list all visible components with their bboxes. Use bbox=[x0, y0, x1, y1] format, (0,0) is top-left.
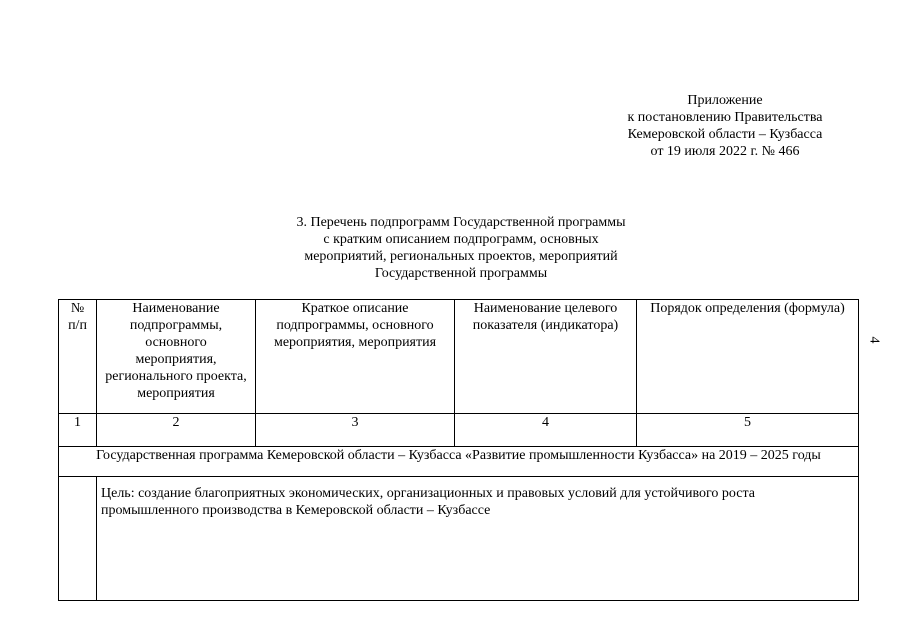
section-title-line: мероприятий, региональных проектов, мероприятий bbox=[304, 249, 618, 264]
subprograms-table bbox=[58, 299, 859, 601]
section-title-line: Государственной программы bbox=[374, 266, 548, 281]
header-line: мероприятия bbox=[137, 386, 215, 401]
header-line: Наименование bbox=[132, 301, 220, 316]
section-title bbox=[246, 214, 676, 282]
header-formula bbox=[637, 300, 859, 414]
header-line: № bbox=[70, 301, 85, 316]
appendix-line: к постановлению Правительства bbox=[627, 110, 823, 125]
goal-number-cell bbox=[59, 477, 97, 601]
header-line: основного bbox=[145, 335, 207, 350]
section-title-line: 3. Перечень подпрограмм Государственной программы bbox=[296, 215, 626, 230]
column-number: 2 bbox=[97, 414, 256, 447]
header-line: Порядок определения (формула) bbox=[650, 301, 845, 316]
column-number-row bbox=[59, 414, 859, 447]
program-row bbox=[59, 447, 859, 477]
header-line: мероприятия, bbox=[135, 352, 217, 367]
header-indicator bbox=[455, 300, 637, 414]
header-line: п/п bbox=[68, 318, 87, 333]
header-line: показателя (индикатора) bbox=[472, 318, 619, 333]
goal-line: Цель: создание благоприятных экономических, организационных и правовых условий для устойчивого роста bbox=[101, 486, 755, 501]
column-number: 4 bbox=[455, 414, 637, 447]
header-line: регионального проекта, bbox=[105, 369, 247, 384]
program-title: Государственная программа Кемеровской области – Кузбасса «Развитие промышленности Кузбасса» на 2019 – 2025 годы bbox=[59, 447, 859, 477]
header-description bbox=[256, 300, 455, 414]
appendix-line: от 19 июля 2022 г. № 466 bbox=[650, 144, 800, 159]
header-row bbox=[59, 300, 859, 414]
header-number bbox=[59, 300, 97, 414]
appendix-block bbox=[600, 92, 850, 160]
column-number: 1 bbox=[59, 414, 97, 447]
header-line: Наименование целевого bbox=[473, 301, 618, 316]
appendix-line: Кемеровской области – Кузбасса bbox=[627, 127, 823, 142]
header-line: подпрограммы, bbox=[129, 318, 223, 333]
header-line: подпрограммы, основного bbox=[276, 318, 434, 333]
header-name bbox=[97, 300, 256, 414]
section-title-line: с кратким описанием подпрограмм, основных bbox=[323, 232, 599, 247]
header-line: мероприятия, мероприятия bbox=[273, 335, 437, 350]
goal-row bbox=[59, 477, 859, 601]
header-line: Краткое описание bbox=[301, 301, 409, 316]
column-number: 5 bbox=[637, 414, 859, 447]
goal-line: промышленного производства в Кемеровской области – Кузбассе bbox=[101, 503, 491, 518]
column-number: 3 bbox=[256, 414, 455, 447]
page-number: 4 bbox=[866, 336, 882, 344]
goal-cell bbox=[97, 477, 859, 601]
appendix-line: Приложение bbox=[687, 93, 763, 108]
